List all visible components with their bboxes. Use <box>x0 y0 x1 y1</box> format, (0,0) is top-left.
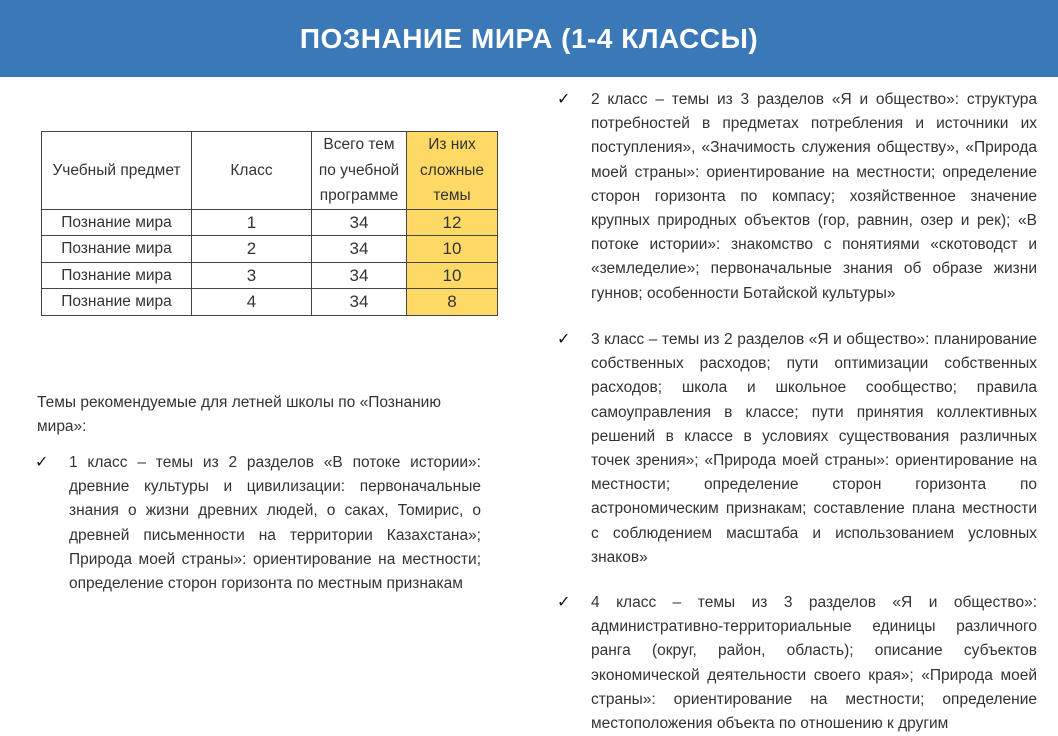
cell-subject: Познание мира <box>42 289 192 316</box>
table-row <box>42 236 498 263</box>
table-row <box>42 289 498 316</box>
list-item-grade-4 <box>557 591 1037 736</box>
cell-grade: 2 <box>192 236 312 263</box>
header-complex-topics: Из них сложные темы <box>407 132 498 210</box>
subject-table <box>41 131 498 316</box>
header-banner <box>0 0 1058 77</box>
list-item-grade-3 <box>557 328 1037 570</box>
grade-1-topics: 1 класс – темы из 2 разделов «В потоке истории»: древние культуры и цивилизации: первоначальные знания о жизни древних людей, о саках, Томирис, о древней письменности на территории Казахстана»; Природа моей страны»: ориентирование на местности; определение сторон горизонта по местным признакам <box>69 454 481 593</box>
cell-complex: 10 <box>407 236 498 263</box>
cell-total: 34 <box>312 209 407 236</box>
table-row <box>42 209 498 236</box>
checkmark-icon: ✓ <box>557 91 571 108</box>
cell-subject: Познание мира <box>42 236 192 263</box>
grade-2-topics: 2 класс – темы из 3 разделов «Я и общество»: структура потребностей в предметах потребления и источники их поступления», «Значимость служения обществу», «Природа моей страны»: ориентирование на местности; определение сторон горизонта по компасу; хозяйственное значение крупных природных объектов (гор, равнин, озер и рек); «В потоке истории»: знакомство с понятиями «скотоводст и «земледелие»; первоначальные знания об образе жизни гуннов; особенности Ботайской культуры» <box>591 91 1037 302</box>
list-item-grade-2 <box>557 88 1037 306</box>
header-grade: Класс <box>192 132 312 210</box>
cell-complex: 8 <box>407 289 498 316</box>
checkmark-icon: ✓ <box>557 594 571 611</box>
cell-total: 34 <box>312 289 407 316</box>
page-title: ПОЗНАНИЕ МИРА (1-4 КЛАССЫ) <box>299 22 759 54</box>
recommended-topics-intro: Темы рекомендуемые для летней школы по «Познанию мира»: <box>37 394 441 435</box>
checkmark-icon: ✓ <box>557 331 571 348</box>
header-total-topics: Всего тем по учебной программе <box>312 132 407 210</box>
cell-grade: 3 <box>192 262 312 289</box>
cell-grade: 4 <box>192 289 312 316</box>
cell-grade: 1 <box>192 209 312 236</box>
header-subject: Учебный предмет <box>42 132 192 210</box>
cell-complex: 12 <box>407 209 498 236</box>
table-row <box>42 262 498 289</box>
cell-subject: Познание мира <box>42 209 192 236</box>
table-header-row <box>42 132 498 210</box>
cell-complex: 10 <box>407 262 498 289</box>
cell-subject: Познание мира <box>42 262 192 289</box>
cell-total: 34 <box>312 262 407 289</box>
list-item-grade-1 <box>35 451 481 596</box>
grade-4-topics: 4 класс – темы из 3 разделов «Я и общество»: административно-территориальные единицы различного ранга (округ, район, область); описание субъектов экономической деятельности своего края»; «Природа моей страны»: ориентирование на местности; определение местоположения объекта по отношению к другим <box>591 594 1037 733</box>
grade-3-topics: 3 класс – темы из 2 разделов «Я и общество»: планирование собственных расходов; пути оптимизации собственных расходов; школа и школьное сообщество; правила самоуправления в классе; пути принятия коллективных решений в классе в условиях существования различных точек зрения»; «Природа моей страны»: ориентирование на местности; определение сторон горизонта по астрономическим признакам; составление плана местности с соблюдением масштаба и использованием условных знаков» <box>591 331 1037 566</box>
cell-total: 34 <box>312 236 407 263</box>
checkmark-icon: ✓ <box>35 454 49 471</box>
